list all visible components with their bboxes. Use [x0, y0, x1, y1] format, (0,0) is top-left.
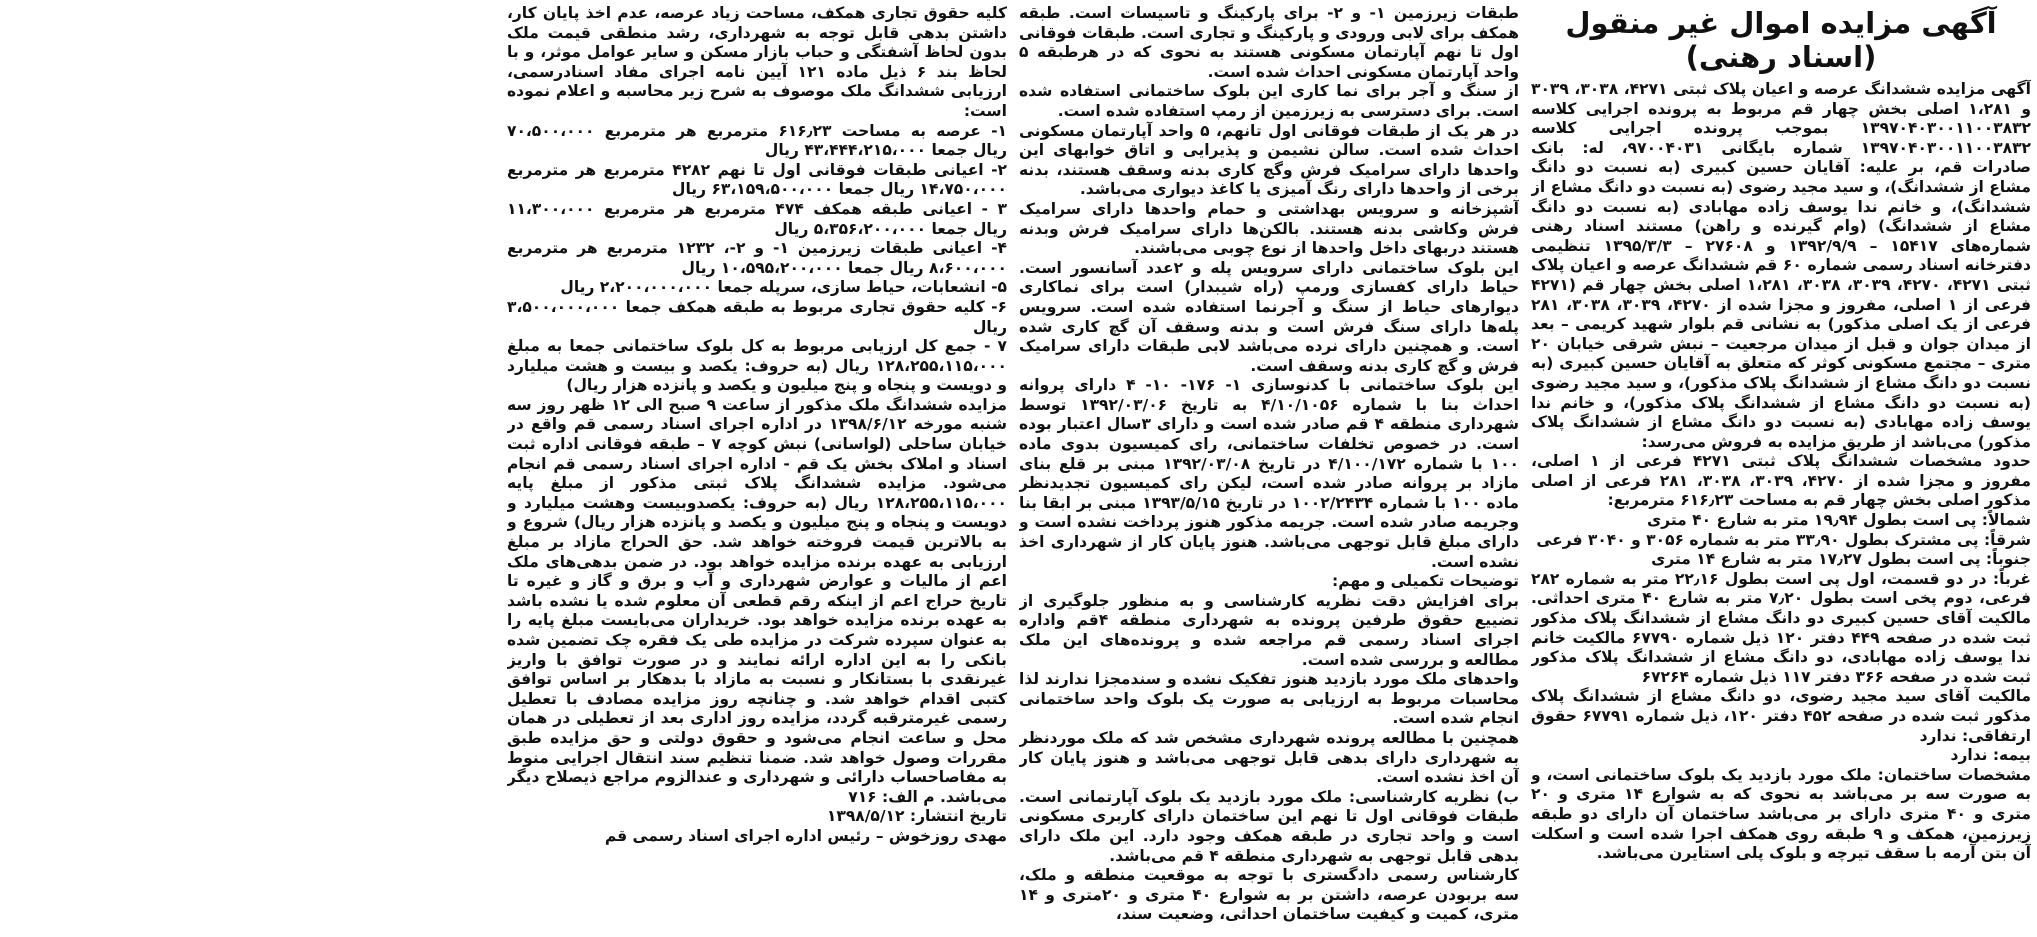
valuation-item: ۱- عرصه به مساحت ۶۱۶٫۲۳ مترمربع هر مترمربع ۷۰،۵۰۰،۰۰۰ ریال جمعا ۴۳،۴۴۴،۲۱۵،۰۰۰ ریال: [507, 121, 1007, 160]
expert-valuation-paragraph: کارشناس رسمی دادگستری با توجه به موقعیت منطقه و ملک، سه بربودن عرصه، داشتن بر به شوارع ۴۰ متری و ۲۰متری و ۱۴ متری، کمیت و کیفیت ساختمان احداثی، وضعیت سند،: [1019, 866, 1519, 924]
kitchen-paragraph: آشپزخانه و سرویس بهداشتی و حمام واحدها دارای سرامیک فرش وکاشی بدنه هستند. بالکن‌ها دارای سرامیک فرش وبدنه هستند دربهای داخل واحدها از نوع چوبی می‌باشند.: [1019, 199, 1519, 258]
valuation-item: ۶- کلیه حقوق تجاری مربوط به طبقه همکف جمعا ۳،۵۰۰،۰۰۰،۰۰۰ ریال: [507, 297, 1007, 336]
notes-paragraph: برای افزایش دقت نظریه کارشناسی و به منظور جلوگیری از تضییع حقوق طرفین پرونده به شهرداری منطقه ۴قم واداره اجرای اسناد رسمی قم مراجعه شده و پرونده‌های این ملک مطالعه و بررسی شده است.: [1019, 591, 1519, 669]
boundary-north: شمالاً: پی است بطول ۱۹٫۹۴ متر به شارع ۴۰ متری: [1646, 511, 2031, 530]
column-left: [507, 4, 1007, 934]
publication-date: تاریخ انتشار: ۱۳۹۸/۵/۱۲: [826, 807, 1007, 826]
municipal-debt-paragraph: همچنین با مطالعه پرونده شهرداری مشخص شد که ملک موردنظر به شهرداری دارای بدهی قابل توجهی می‌باشد و هنوز پایان کار آن اخذ نشده است.: [1019, 728, 1519, 787]
column-right: [1531, 4, 2031, 934]
expert-opinion-paragraph: ب) نظریه کارشناسی: ملک مورد بازدید یک بلوک آپارتمانی است. طبقات فوقانی اول تا نهم این ساختمان دارای کاربری مسکونی است و واحد تجاری در طبقه همکف وجود دارد. این ملک دارای بدهی قابل توجهی به شهرداری منطقه ۴ قم می‌باشد.: [1019, 787, 1519, 865]
valuation-item: ۳ - اعیانی طبقه همکف ۴۷۴ مترمربع هر مترمربع ۱۱،۳۰۰،۰۰۰ ریال جمعا ۵،۳۵۶،۲۰۰،۰۰۰ ریال: [507, 199, 1007, 238]
boundary-south: جنوباً: پی است بطول ۱۷٫۲۷ متر به شارع ۱۴ متری: [1651, 550, 2031, 569]
units-paragraph: در هر یک از طبقات فوقانی اول تانهم، ۵ واحد آپارتمان مسکونی احداث شده است. سالن نشیمن و پذیرایی و اتاق خوابهای این واحدها دارای سرامیک فرش وگچ کاری بدنه وسقف هستند، بدنه برخی از واحدها دارای رنگ آمیزی یا کاغذ دیواری می‌باشد.: [1019, 121, 1519, 199]
column-middle: [1019, 4, 1519, 934]
floors-paragraph: طبقات زیرزمین ۱- و ۲- برای پارکینگ و تاسیسات است. طبقه همکف برای لابی ورودی و پارکینگ و تجاری است. طبقات فوقانی اول تا نهم آپارتمان مسکونی هستند به نحوی که در هرطبقه ۵ واحد آپارتمان مسکونی احداث شده است.: [1019, 4, 1519, 81]
insurance-line: بیمه: ندارد: [1950, 746, 2031, 765]
notes-heading: توضیحات تکمیلی و مهم:: [1332, 572, 1519, 591]
boundary-east: شرقاً: پی مشترک بطول ۳۳٫۹۰ متر به شماره ۳۰۵۶ و ۳۰۴۰ فرعی: [1536, 530, 2031, 549]
units-unseparated-paragraph: واحدهای ملک مورد بازدید هنوز تفکیک نشده و سندمجزا ندارند لذا محاسبات مربوط به ارزیابی به صورت یک بلوک واحد ساختمانی انجام شده است.: [1019, 670, 1519, 728]
valuation-item: ۴- اعیانی طبقات زیرزمین ۱- و ۲-، ۱۲۳۲ مترمربع هر مترمربع ۸،۶۰۰،۰۰۰ ریال جمعا ۱۰،۵۹۵،۲۰۰،۰۰۰ ریال: [507, 239, 1007, 277]
valuation-item: ۲- اعیانی طبقات فوقانی اول تا نهم ۴۲۸۲ مترمربع هر مترمربع ۱۴،۷۵۰،۰۰۰ ریال جمعا ۶۳،۱۵۹،۵۰۰،۰۰۰ ریال: [507, 160, 1007, 199]
building-specs-paragraph: مشخصات ساختمان: ملک مورد بازدید یک بلوک ساختمانی است، و به صورت سه بر می‌باشد به نحوی که به شوارع ۱۴ متری و ۲۰ متری و ۴۰ متری دارای بر می‌باشد ساختمان آن دارای دو طبقه زیرزمین، همکف و ۹ طبقه روی همکف اجرا شده است و اسکلت آن بتن آرمه با سقف تیرچه و بلوک پلی استایرن می‌باشد.: [1531, 765, 2031, 863]
permit-paragraph: این بلوک ساختمانی با کدنوسازی ۱- ۱۷۶- ۱۰- ۴ دارای پروانه احداث بنا با شماره ۴/۱۰/۱۰۵۶ به تاریخ ۱۳۹۲/۰۳/۰۶ توسط شهرداری منطقه ۴ قم صادر شده است و دارای ۳سال اعتبار بوده است. در خصوص تخلفات ساختمانی، رای کمیسیون بدوی ماده ۱۰۰ با شماره ۴/۱۰۰/۱۷۲ در تاریخ ۱۳۹۲/۰۳/۰۸ مبنی بر قلع بنای مازاد بر پروانه صادر شده است، لیکن رای کمیسیون تجدیدنظر ماده ۱۰۰ با شماره ۱۰۰۲/۲۴۳۴ در تاریخ ۱۳۹۳/۵/۱۵ مبنی بر ابقا بنا وجریمه صادر شده است. جریمه مذکور هنوز پرداخت نشده است و دارای مبلغ قابل توجهی می‌باشد. هنوز پایان کار از شهرداری اخذ نشده است.: [1019, 376, 1519, 571]
facade-paragraph: از سنگ و آجر برای نما کاری این بلوک ساختمانی استفاده شده است. برای دسترسی به زیرزمین از رمپ استفاده شده است.: [1019, 82, 1519, 120]
signature-line: مهدی روزخوش – رئیس اداره اجرای اسناد رسمی قم: [604, 826, 1007, 845]
valuation-item: ۵- انشعابات، حیاط سازی، سرپله جمعا ۲،۲۰۰،۰۰۰،۰۰۰ ریال: [560, 278, 1007, 297]
auction-terms-paragraph: مزایده ششدانگ ملک مذکور از ساعت ۹ صبح الی ۱۲ ظهر روز سه شنبه مورخه ۱۳۹۸/۶/۱۲ در اداره اجرای اسناد رسمی قم واقع در خیابان ساحلی (لواسانی) نبش کوچه ۷ – طبقه فوقانی اداره ثبت اسناد و املاک بخش یک قم - اداره اجرای اسناد رسمی قم انجام می‌شود. مزایده ششدانگ پلاک ثبتی مذکور از مبلغ پایه ۱۲۸،۲۵۵،۱۱۵،۰۰۰ ریال (به حروف: یکصدوبیست وهشت میلیارد و دویست و پنجاه و پنج میلیون و یکصد و پانزده هزار ریال) شروع و به بالاترین قیمت فروخته خواهد شد. حق الحراج مازاد بر مبلغ ارزیابی به عهده برنده مزایده خواهد بود. در ضمن بدهی‌های ملک اعم از مالیات و عوارض شهرداری و آب و برق و گاز و غیره تا تاریخ حراج اعم از اینکه رقم قطعی آن معلوم شده یا نشده باشد به عهده برنده مزایده خواهد بود. خریداران می‌بایست مبلغ پایه را به عنوان سپرده شرکت در مزایده طی یک فقره چک تضمین شده بانکی را به این اداره ارائه نمایند و در صورت توافق با واریز غیرنقدی با بستانکار و نسبت به مازاد با بدهکار بر اساس توافق کتبی اقدام خواهد شد. و چنانچه روز مزایده مصادف با تعطیل رسمی غیرمترقبه گردد، مزایده روز اداری بعد از تعطیلی در همان محل و ساعت انجام می‌شود و حقوق دولتی و حق مزایده طبق مقررات وصول خواهد شد. ضمنا تنظیم سند انتقال اجرایی منوط به مفاصاحساب دارائی و شهرداری و عندالزوم مراجع ذیصلاح دیگر می‌باشد. م الف: ۷۱۶: [507, 395, 1007, 806]
ownership-paragraph: مالکیت آقای سید مجید رضوی، دو دانگ مشاع از ششدانگ پلاک مذکور ثبت شده در صفحه ۴۵۲ دفتر ۱۲۰، ذیل شماره ۶۷۷۹۱ حقوق ارتفاقی: ندارد: [1531, 687, 2031, 745]
boundary-west: غرباً: در دو قسمت، اول پی است بطول ۲۲٫۱۶ متر به شماره ۲۸۲ فرعی، دوم پخی است بطول ۷٫۲۰ متر به شارع ۴۰ متری احداثی. مالکیت آقای حسین کبیری دو دانگ مشاع از ششدانگ پلاک مذکور ثبت شده در صفحه ۴۴۹ دفتر ۱۲۰ ذیل شماره ۶۷۷۹۰ مالکیت خانم ندا یوسف زاده مهابادی، دو دانگ مشاع از ششدانگ پلاک مذکور ثبت شده در صفحه ۳۶۶ دفتر ۱۱۷ ذیل شماره ۶۷۲۶۴: [1531, 569, 2031, 686]
valuation-intro: کلیه حقوق تجاری همکف، مساحت زیاد عرصه، عدم اخذ پایان کار، داشتن بدهی قابل توجه به شهرداری، رشد منطقی قیمت ملک بدون لحاظ آشفتگی و حباب بازار مسکن و سایر عوامل موثر، و با لحاظ بند ۶ ذیل ماده ۱۲۱ آیین نامه اجرای مفاد اسنادرسمی، ارزیابی ششدانگ ملک موصوف به شرح زیر محاسبه و اعلام نموده است:: [507, 4, 1007, 120]
notice-title: آگهی مزایده اموال غیر منقول (اسناد رهنی): [1565, 6, 1997, 74]
valuation-total: ۷ - جمع کل ارزیابی مربوط به کل بلوک ساختمانی جمعا به مبلغ ۱۲۸،۲۵۵،۱۱۵،۰۰۰ ریال (به حروف: یکصد و بیست و هشت میلیارد و دویست و پنجاه و پنج میلیون و یکصد و پانزده هزار ریال): [507, 337, 1007, 395]
intro-paragraph: آگهی مزایده ششدانگ عرصه و اعیان پلاک ثبتی ۴۲۷۱، ۳۰۳۸، ۳۰۳۹ و ۱،۲۸۱ اصلی بخش چهار قم مربوط به پرونده اجرایی کلاسه ۱۳۹۷۰۴۰۳۰۰۱۱۰۰۳۸۳۲ بموجب پرونده اجرایی کلاسه ۱۳۹۷۰۴۰۳۰۰۱۱۰۰۳۸۳۲ شماره بایگانی ۹۷۰۰۴۰۳۱، له: بانک صادرات قم، بر علیه: آقایان حسین کبیری (به نسبت دو دانگ مشاع از ششدانگ)، و سید مجید رضوی (به نسبت دو دانگ مشاع از ششدانگ)، و خانم ندا یوسف زاده مهابادی (به نسبت دو دانگ مشاع از ششدانگ) (وام گیرنده و راهن) مستند اسناد رهنی شماره‌های ۱۵۴۱۷ – ۱۳۹۲/۹/۹ و ۲۷۶۰۸ – ۱۳۹۵/۳/۳ تنظیمی دفترخانه اسناد رسمی شماره ۶۰ قم ششدانگ عرصه و اعیان پلاک ثبتی ۴۲۷۱، ۴۲۷۰، ۳۰۳۹، ۳۰۳۸، ۱،۲۸۱ اصلی بخش چهار قم (۴۲۷۱ فرعی از ۱ اصلی، مفروز و مجزا شده از ۴۲۷۰، ۳۰۳۹، ۳۰۳۸، ۲۸۱ فرعی از یک اصلی مذکور) به نشانی قم بلوار شهید کریمی – بعد از میدان جوان و قبل از میدان مرجعیت – نبش شرقی خیابان ۲۰ متری – مجتمع مسکونی کوثر که متعلق به آقایان حسین کبیری (به نسبت دو دانگ مشاع از ششدانگ پلاک مذکور)، و سید مجید رضوی (به نسبت دو دانگ مشاع از ششدانگ پلاک مذکور)، و خانم ندا یوسف زاده مهابادی (به نسبت دو دانگ مشاع از ششدانگ پلاک مذکور) می‌باشد از طریق مزایده به فروش می‌رسد:: [1531, 80, 2031, 451]
stairs-paragraph: این بلوک ساختمانی دارای سرویس پله و ۲عدد آسانسور است. حیاط دارای کفسازی ورمپ (راه شیبدار) است برای نماکاری دیوارهای حیاط از سنگ و آجرنما استفاده شده است. سرویس پله‌ها دارای سنگ فرش است و بدنه وسقف آن گچ کاری شده است. و همچنین دارای نرده می‌باشد لابی طبقات دارای سرامیک فرش و گچ کاری بدنه وسقف است.: [1019, 258, 1519, 375]
boundaries-heading: حدود مشخصات ششدانگ پلاک ثبتی ۴۲۷۱ فرعی از ۱ اصلی، مفروز و مجزا شده از ۴۲۷۰، ۳۰۳۹، ۳۰۳۸، ۲۸۱ فرعی از اصلی مذکور اصلی بخش چهار قم به مساحت ۶۱۶٫۲۳ مترمربع:: [1531, 452, 2031, 510]
